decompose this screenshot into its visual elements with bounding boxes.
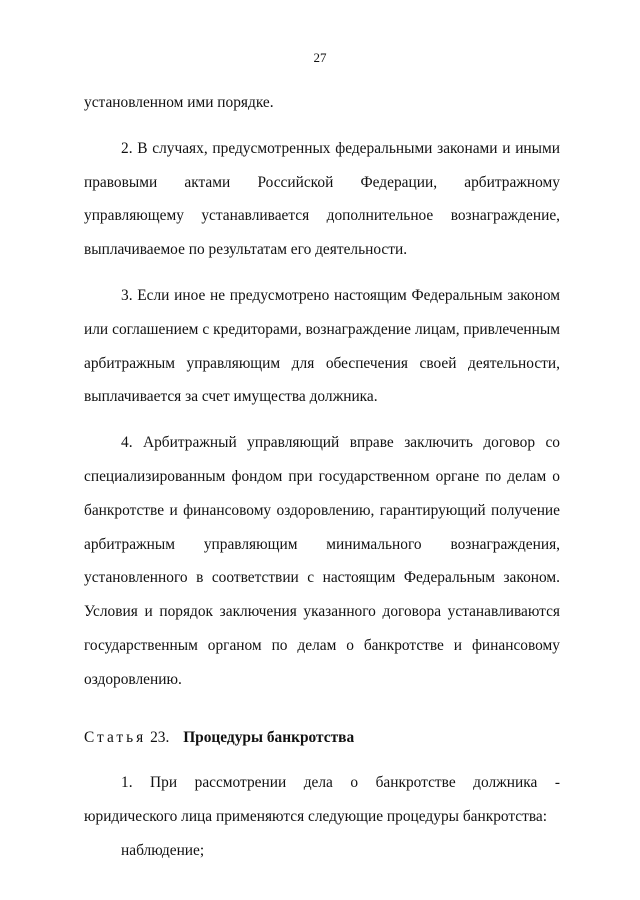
article-paragraph-1: 1. При рассмотрении дела о банкротстве должника - юридического лица применяются следующие процедуры банкротства: <box>84 774 560 826</box>
paragraph-2: 2. В случаях, предусмотренных федеральными законами и иными правовыми актами Российской Федерации, арбитражному управляющему устанавливается дополнительное вознаграждение, выплачиваемое по результатам его деятельности. <box>84 139 560 259</box>
article-heading <box>84 721 560 755</box>
paragraph-continuation: установленном ими порядке. <box>84 94 274 111</box>
article-list-item: наблюдение; <box>121 841 205 859</box>
page-number: 27 <box>313 50 327 65</box>
paragraph-4: 4. Арбитражный управляющий вправе заключить договор со специализированным фондом при государственном органе по делам о банкротстве и финансовому оздоровлению, гарантирующий получение арбитражным управляющим минимального вознаграждения, установленного в соответствии с настоящим Федеральным законом. Условия и порядок заключения указанного договора устанавливаются государственным органом по делам о банкротстве и финансовому оздоровлению. <box>84 434 560 688</box>
article-label: Статья <box>84 728 147 746</box>
article-title: Процедуры банкротства <box>183 728 355 746</box>
paragraph-3: 3. Если иное не предусмотрено настоящим Федеральным законом или соглашением с кредиторами, вознаграждение лицам, привлеченным арбитражным управляющим для обеспечения своей деятельности, выплачивается за счет имущества должника. <box>84 286 560 406</box>
article-number: 23. <box>150 728 170 746</box>
document-body <box>84 86 560 868</box>
